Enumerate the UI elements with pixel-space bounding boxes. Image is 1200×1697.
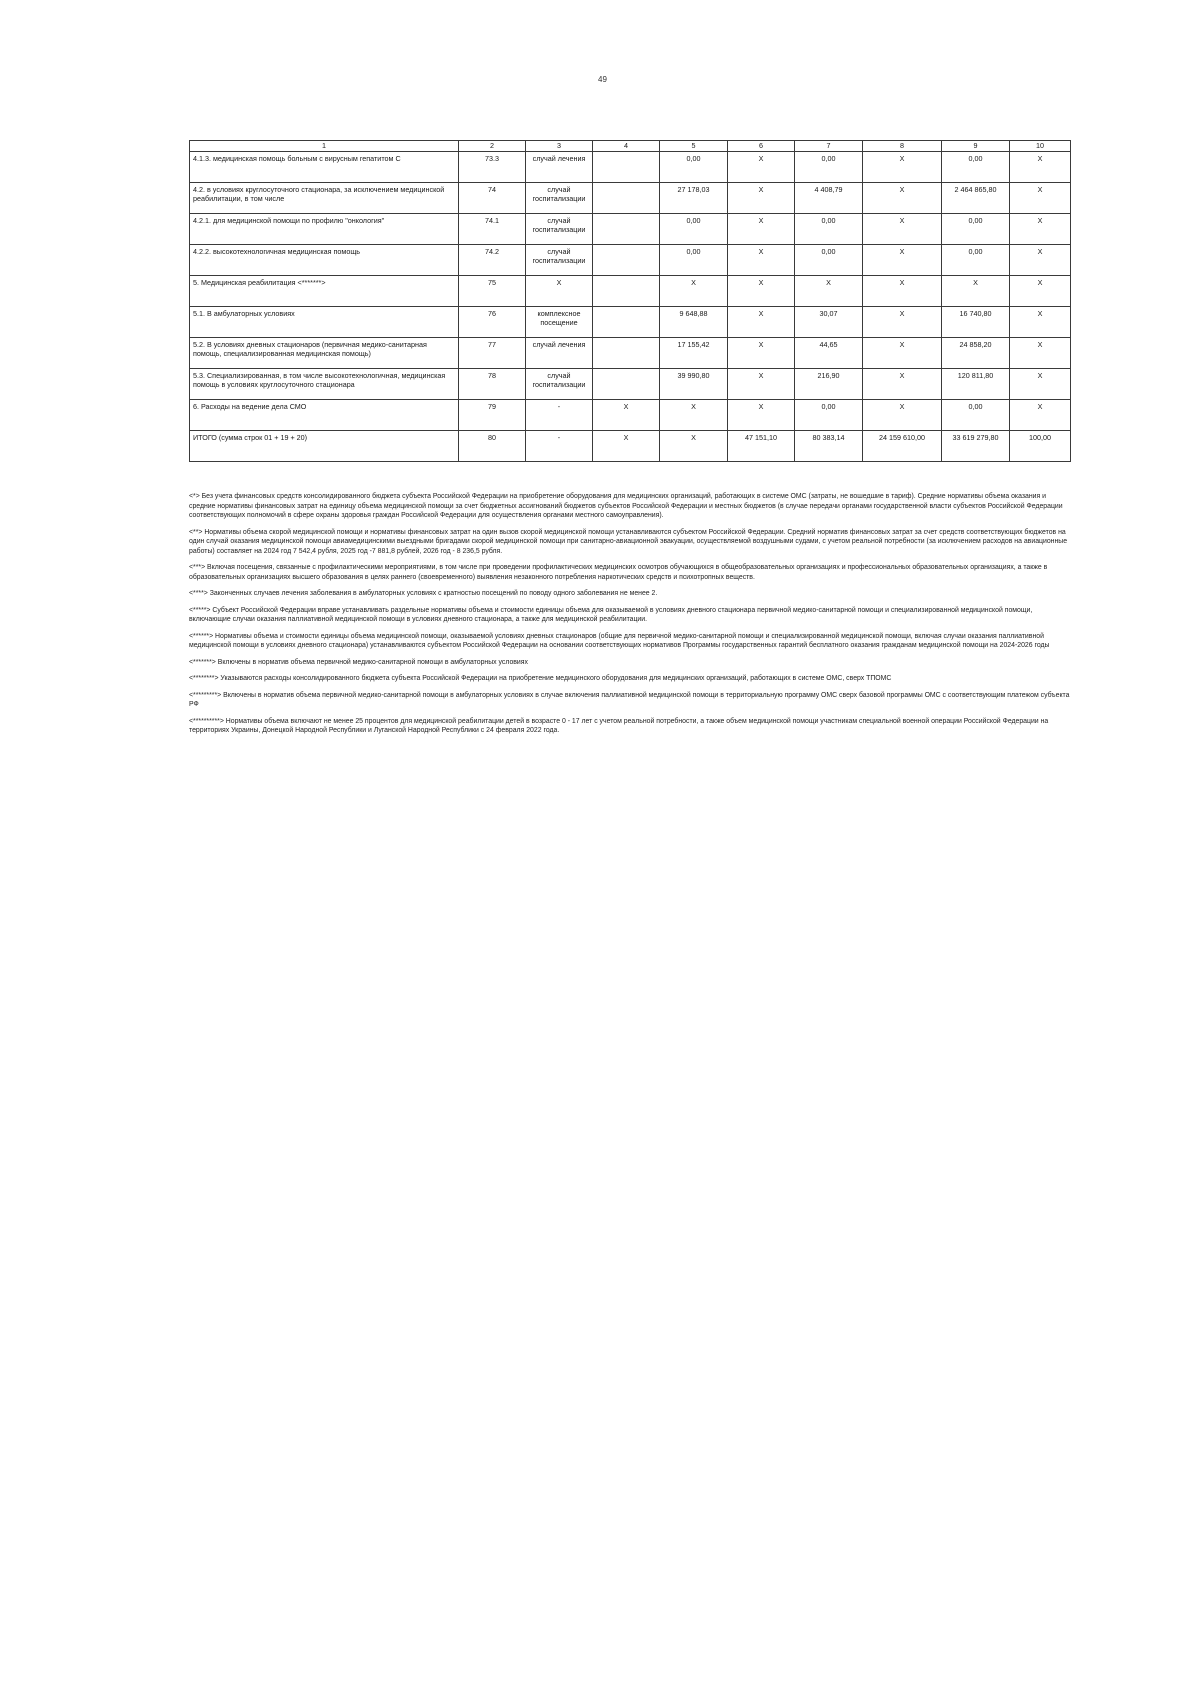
row-cell-6: X: [728, 152, 795, 183]
row-cell-7: 0,00: [795, 245, 863, 276]
row-name: 6. Расходы на ведение дела СМО: [190, 400, 459, 431]
table-row: [190, 152, 1071, 183]
row-line-number: 74.1: [459, 214, 526, 245]
column-header: 8: [863, 141, 942, 152]
table-row: [190, 276, 1071, 307]
row-cell-10: X: [1010, 152, 1071, 183]
footnotes: [189, 492, 1074, 743]
row-cell-4: [593, 152, 660, 183]
footnote: <*****> Субъект Российской Федерации вправе устанавливать раздельные нормативы объема и стоимости единицы объема для оказываемой в условиях дневного стационара первичной медико-санитарной помощи и специализированной медицинской помощи, включающие случаи оказания паллиативной медицинской помощи в условиях дневного стационара, а также для медицинской реабилитации.: [189, 606, 1033, 623]
row-cell-9: 24 858,20: [942, 338, 1010, 369]
row-cell-10: X: [1010, 369, 1071, 400]
row-name: ИТОГО (сумма строк 01 + 19 + 20): [190, 431, 459, 462]
row-cell-9: 120 811,80: [942, 369, 1010, 400]
row-cell-8: X: [863, 338, 942, 369]
column-header: 4: [593, 141, 660, 152]
footnote: <********> Указываются расходы консолидированного бюджета субъекта Российской Федерации на приобретение медицинского оборудования для медицинских организаций, работающих в системе ОМС, сверх ТПОМС: [189, 675, 892, 682]
row-cell-8: X: [863, 369, 942, 400]
row-cell-6: X: [728, 214, 795, 245]
row-cell-4: [593, 245, 660, 276]
row-cell-7: 80 383,14: [795, 431, 863, 462]
footnote: <****> Законченных случаев лечения заболевания в амбулаторных условиях с кратностью посещений по поводу одного заболевания не менее 2.: [189, 590, 658, 597]
row-unit: случай госпитализации: [526, 369, 593, 400]
column-header: 6: [728, 141, 795, 152]
row-cell-5: 0,00: [660, 214, 728, 245]
row-line-number: 74: [459, 183, 526, 214]
table-row: [190, 214, 1071, 245]
row-cell-4: X: [593, 431, 660, 462]
row-line-number: 80: [459, 431, 526, 462]
row-cell-6: X: [728, 400, 795, 431]
footnote: <**> Нормативы объема скорой медицинской помощи и нормативы финансовых затрат на один вызов скорой медицинской помощи устанавливаются субъектом Российской Федерации. Средний норматив финансовых затрат за счет средств соответствующих бюджетов на один случай оказания медицинской помощи авиамедицинскими выездными бригадами скорой медицинской помощи при санитарно-авиационной эвакуации, осуществляемой воздушными судами, с учетом реальной потребности (за исключением расходов на авиационные работы) составляет на 2024 год 7 542,4 рубля, 2025 год -7 881,8 рублей, 2026 год - 8 236,5 рубля.: [189, 528, 1068, 555]
normatives-table: [189, 140, 1071, 462]
row-unit: случай госпитализации: [526, 214, 593, 245]
row-cell-6: X: [728, 276, 795, 307]
row-cell-9: 0,00: [942, 152, 1010, 183]
row-name: 5.2. В условиях дневных стационаров (первичная медико-санитарная помощь, специализированная медицинская помощь): [190, 338, 459, 369]
row-cell-9: 16 740,80: [942, 307, 1010, 338]
table-row: [190, 183, 1071, 214]
row-unit: -: [526, 431, 593, 462]
table-row: [190, 338, 1071, 369]
row-cell-8: X: [863, 183, 942, 214]
row-name: 4.2.2. высокотехнологичная медицинская помощь: [190, 245, 459, 276]
row-cell-10: X: [1010, 276, 1071, 307]
row-cell-10: X: [1010, 338, 1071, 369]
row-cell-5: X: [660, 431, 728, 462]
row-cell-9: 33 619 279,80: [942, 431, 1010, 462]
row-cell-7: 0,00: [795, 400, 863, 431]
row-cell-9: 0,00: [942, 245, 1010, 276]
row-cell-7: 216,90: [795, 369, 863, 400]
row-cell-8: X: [863, 152, 942, 183]
row-cell-6: X: [728, 338, 795, 369]
row-cell-5: 39 990,80: [660, 369, 728, 400]
row-name: 5.3. Специализированная, в том числе высокотехнологичная, медицинская помощь в условиях круглосуточного стационара: [190, 369, 459, 400]
row-name: 4.1.3. медицинская помощь больным с вирусным гепатитом С: [190, 152, 459, 183]
table-row-total: [190, 431, 1071, 462]
row-cell-7: 44,65: [795, 338, 863, 369]
row-cell-9: 2 464 865,80: [942, 183, 1010, 214]
row-line-number: 74.2: [459, 245, 526, 276]
row-cell-5: 9 648,88: [660, 307, 728, 338]
row-cell-6: X: [728, 307, 795, 338]
row-line-number: 78: [459, 369, 526, 400]
row-line-number: 77: [459, 338, 526, 369]
row-cell-8: X: [863, 400, 942, 431]
row-cell-8: X: [863, 307, 942, 338]
row-cell-5: X: [660, 276, 728, 307]
row-cell-4: [593, 338, 660, 369]
row-cell-10: 100,00: [1010, 431, 1071, 462]
footnote: <**********> Нормативы объема включают не менее 25 процентов для медицинской реабилитации детей в возрасте 0 - 17 лет с учетом реальной потребности, а также объем медицинской помощи участникам специальной военной операции Российской Федерации на территориях Украины, Донецкой Народной Республики и Луганской Народной Республики с 24 февраля 2022 года.: [189, 717, 1049, 734]
row-unit: случай госпитализации: [526, 245, 593, 276]
row-cell-4: [593, 183, 660, 214]
row-cell-10: X: [1010, 183, 1071, 214]
row-cell-10: X: [1010, 307, 1071, 338]
row-cell-7: 30,07: [795, 307, 863, 338]
footnote: <******> Нормативы объема и стоимости единицы объема медицинской помощи, оказываемой условиях дневных стационаров (общие для первичной медико-санитарной помощи и специализированной медицинской помощи, включая случаи оказания паллиативной медицинской помощи в условиях дневного стационара) устанавливаются субъектом Российской Федерации на основании соответствующих нормативов Программы государственных гарантий бесплатного оказания гражданам медицинской помощи на 2024-2026 годы: [189, 632, 1050, 649]
row-cell-9: 0,00: [942, 214, 1010, 245]
table-row: [190, 400, 1071, 431]
row-cell-8: X: [863, 214, 942, 245]
row-cell-4: [593, 214, 660, 245]
row-cell-6: X: [728, 245, 795, 276]
column-header: 3: [526, 141, 593, 152]
row-unit: случай лечения: [526, 152, 593, 183]
row-line-number: 73.3: [459, 152, 526, 183]
row-cell-10: X: [1010, 245, 1071, 276]
row-unit: случай лечения: [526, 338, 593, 369]
column-header: 5: [660, 141, 728, 152]
row-cell-7: X: [795, 276, 863, 307]
table-row: [190, 245, 1071, 276]
row-name: 5. Медицинская реабилитация <*******>: [190, 276, 459, 307]
row-unit: X: [526, 276, 593, 307]
page-number: 49: [598, 75, 607, 84]
column-header: 1: [190, 141, 459, 152]
footnote: <***> Включая посещения, связанные с профилактическими мероприятиями, в том числе при проведении профилактических медицинских осмотров обучающихся в общеобразовательных организациях и профессиональных образовательных организациях, а также в образовательных организациях высшего образования в целях раннего (своевременного) выявления незаконного потребления наркотических средств и психотропных веществ.: [189, 564, 1048, 581]
row-cell-5: 27 178,03: [660, 183, 728, 214]
row-cell-4: [593, 307, 660, 338]
row-cell-8: 24 159 610,00: [863, 431, 942, 462]
row-line-number: 79: [459, 400, 526, 431]
row-line-number: 75: [459, 276, 526, 307]
row-line-number: 76: [459, 307, 526, 338]
row-unit: -: [526, 400, 593, 431]
footnote: <*> Без учета финансовых средств консолидированного бюджета субъекта Российской Федерации на приобретение оборудования для медицинских организаций, работающих в системе ОМС (затраты, не вошедшие в тариф). Средние нормативы объема оказания и средние нормативы финансовых затрат на единицу объема медицинской помощи за счет бюджетных ассигнований бюджетов субъектов Российской Федерации и местных бюджетов (в случае передачи органами государственной власти субъектов Российской Федерации соответствующих полномочий в сфере охраны здоровья граждан Российской Федерации для осуществления органами местного самоуправления).: [189, 493, 1063, 519]
row-cell-7: 0,00: [795, 214, 863, 245]
row-cell-7: 0,00: [795, 152, 863, 183]
row-cell-6: X: [728, 183, 795, 214]
table-row: [190, 307, 1071, 338]
row-cell-9: 0,00: [942, 400, 1010, 431]
column-header: 7: [795, 141, 863, 152]
row-cell-8: X: [863, 276, 942, 307]
footnote: <*******> Включены в норматив объема первичной медико-санитарной помощи в амбулаторных условиях: [189, 658, 528, 666]
row-cell-5: X: [660, 400, 728, 431]
footnote: <*********> Включены в норматив объема первичной медико-санитарной помощи в амбулаторных условиях в случае включения паллиативной медицинской помощи в территориальную программу ОМС сверх базовой программы ОМС с соответствующим платежом субъекта РФ: [189, 691, 1070, 708]
row-name: 5.1. В амбулаторных условиях: [190, 307, 459, 338]
row-name: 4.2. в условиях круглосуточного стационара, за исключением медицинской реабилитации, в том числе: [190, 183, 459, 214]
table-row: [190, 369, 1071, 400]
row-cell-10: X: [1010, 400, 1071, 431]
row-cell-5: 0,00: [660, 245, 728, 276]
row-cell-4: [593, 276, 660, 307]
row-cell-5: 17 155,42: [660, 338, 728, 369]
row-cell-7: 4 408,79: [795, 183, 863, 214]
row-cell-4: [593, 369, 660, 400]
column-header: 9: [942, 141, 1010, 152]
row-name: 4.2.1. для медицинской помощи по профилю "онкология": [190, 214, 459, 245]
row-unit: комплексное посещение: [526, 307, 593, 338]
row-unit: случай госпитализации: [526, 183, 593, 214]
row-cell-8: X: [863, 245, 942, 276]
column-header: 10: [1010, 141, 1071, 152]
row-cell-5: 0,00: [660, 152, 728, 183]
table-header-row: [190, 141, 1071, 152]
row-cell-6: X: [728, 369, 795, 400]
row-cell-4: X: [593, 400, 660, 431]
row-cell-10: X: [1010, 214, 1071, 245]
row-cell-9: X: [942, 276, 1010, 307]
row-cell-6: 47 151,10: [728, 431, 795, 462]
column-header: 2: [459, 141, 526, 152]
